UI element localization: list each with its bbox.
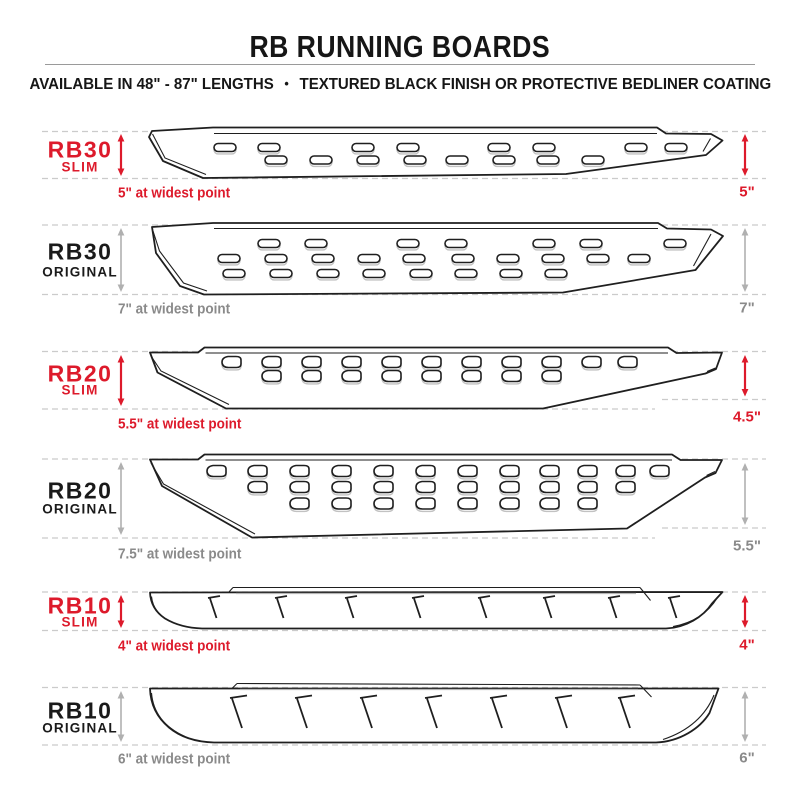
d-slot — [502, 357, 521, 368]
d-slot — [374, 482, 393, 493]
pill-slot — [352, 144, 374, 152]
pill-slot — [533, 240, 555, 248]
pill-slot — [497, 255, 519, 263]
d-slot — [290, 482, 309, 493]
model-label-rb10-slim: RB10 — [47, 592, 113, 619]
pill-slot — [445, 240, 467, 248]
d-slot — [542, 357, 561, 368]
variant-label-rb30-original: ORIGINAL — [42, 264, 118, 280]
d-slot — [262, 371, 281, 382]
measurement-arrow — [742, 463, 749, 525]
d-slot — [578, 482, 597, 493]
d-slot — [332, 498, 351, 509]
model-label-rb30-slim: RB30 — [47, 136, 113, 163]
measurement-arrow — [742, 355, 749, 397]
d-slot — [416, 498, 435, 509]
d-slot — [374, 466, 393, 477]
d-slot — [342, 371, 361, 382]
d-slot — [616, 482, 635, 493]
d-slot — [616, 466, 635, 477]
pill-slot — [397, 144, 419, 152]
pill-slot — [357, 156, 379, 164]
variant-label-rb10-original: ORIGINAL — [42, 720, 118, 736]
pill-slot — [446, 156, 468, 164]
d-slot — [207, 466, 226, 477]
title-divider — [45, 64, 755, 65]
measurement-arrow — [742, 228, 749, 292]
pill-slot — [223, 270, 245, 278]
bullet-separator: • — [284, 76, 289, 91]
pill-slot — [537, 156, 559, 164]
d-slot — [222, 357, 241, 368]
widest-point-caption-rb20-slim: 5.5" at widest point — [118, 415, 242, 433]
board-outline — [150, 592, 723, 629]
board-drawing-4 — [150, 588, 723, 629]
pill-slot — [542, 255, 564, 263]
pill-slot — [305, 240, 327, 248]
pill-slot — [312, 255, 334, 263]
pill-slot — [625, 144, 647, 152]
pill-slot — [404, 156, 426, 164]
widest-point-caption-rb10-slim: 4" at widest point — [118, 637, 231, 655]
variant-label-rb30-slim: SLIM — [61, 159, 99, 175]
variant-label-rb10-slim: SLIM — [61, 614, 99, 630]
pill-slot — [628, 255, 650, 263]
d-slot — [578, 498, 597, 509]
widest-point-caption-rb30-slim: 5" at widest point — [118, 184, 231, 202]
pill-slot — [258, 240, 280, 248]
d-slot — [374, 498, 393, 509]
right-measure-rb20-slim: 4.5" — [733, 408, 761, 426]
pill-slot — [270, 270, 292, 278]
right-measure-rb20-original: 5.5" — [733, 537, 761, 555]
d-slot — [582, 357, 601, 368]
pill-slot — [664, 240, 686, 248]
d-slot — [290, 498, 309, 509]
pill-slot — [265, 156, 287, 164]
d-slot — [422, 357, 441, 368]
d-slot — [290, 466, 309, 477]
d-slot — [540, 498, 559, 509]
d-slot — [500, 466, 519, 477]
pill-slot — [218, 255, 240, 263]
d-slot — [248, 482, 267, 493]
pill-slot — [455, 270, 477, 278]
pill-slot — [258, 144, 280, 152]
d-slot — [650, 466, 669, 477]
pill-slot — [363, 270, 385, 278]
d-slot — [302, 371, 321, 382]
d-slot — [502, 371, 521, 382]
pill-slot — [317, 270, 339, 278]
d-slot — [382, 371, 401, 382]
d-slot — [458, 482, 477, 493]
subtitle-lengths: AVAILABLE IN 48" - 87" LENGTHS — [29, 76, 274, 93]
widest-point-caption-rb30-original: 7" at widest point — [118, 300, 231, 318]
d-slot — [248, 466, 267, 477]
d-slot — [332, 466, 351, 477]
d-slot — [416, 466, 435, 477]
measurement-arrow — [742, 134, 749, 176]
pill-slot — [533, 144, 555, 152]
right-measure-rb30-original: 7" — [739, 299, 755, 317]
variant-label-rb20-original: ORIGINAL — [42, 501, 118, 517]
d-slot — [462, 357, 481, 368]
pill-slot — [310, 156, 332, 164]
d-slot — [540, 482, 559, 493]
board-drawing-3 — [150, 455, 722, 538]
pill-slot — [665, 144, 687, 152]
d-slot — [500, 482, 519, 493]
pill-slot — [587, 255, 609, 263]
widest-point-caption-rb20-original: 7.5" at widest point — [118, 545, 242, 563]
d-slot — [500, 498, 519, 509]
pill-slot — [397, 240, 419, 248]
model-label-rb30-original: RB30 — [47, 238, 113, 265]
pill-slot — [582, 156, 604, 164]
pill-slot — [580, 240, 602, 248]
d-slot — [618, 357, 637, 368]
widest-point-caption-rb10-original: 6" at widest point — [118, 750, 231, 768]
pill-slot — [410, 270, 432, 278]
d-slot — [262, 357, 281, 368]
right-measure-rb10-original: 6" — [739, 749, 755, 767]
page-title — [0, 31, 800, 62]
board-drawing-2 — [150, 348, 722, 409]
measurement-arrow — [742, 595, 749, 628]
measurement-arrow — [742, 691, 749, 742]
d-slot — [542, 371, 561, 382]
right-measure-rb10-slim: 4" — [739, 636, 755, 654]
pill-slot — [493, 156, 515, 164]
model-label-rb20-slim: RB20 — [47, 360, 113, 387]
d-slot — [462, 371, 481, 382]
d-slot — [422, 371, 441, 382]
pill-slot — [488, 144, 510, 152]
board-drawing-1 — [152, 223, 723, 295]
d-slot — [458, 466, 477, 477]
board-drawing-0 — [149, 128, 723, 179]
pill-slot — [358, 255, 380, 263]
pill-slot — [265, 255, 287, 263]
d-slot — [540, 466, 559, 477]
subtitle-finish: TEXTURED BLACK FINISH OR PROTECTIVE BEDLINER COATING — [299, 76, 771, 93]
variant-label-rb20-slim: SLIM — [61, 382, 99, 398]
board-drawing-5 — [150, 684, 719, 743]
pill-slot — [214, 144, 236, 152]
d-slot — [578, 466, 597, 477]
board-detail-line — [237, 684, 640, 686]
pill-slot — [403, 255, 425, 263]
board-outline — [150, 455, 722, 538]
d-slot — [382, 357, 401, 368]
right-measure-rb30-slim: 5" — [739, 183, 755, 201]
subtitle — [0, 76, 800, 94]
pill-slot — [452, 255, 474, 263]
d-slot — [458, 498, 477, 509]
d-slot — [332, 482, 351, 493]
page-title-text: RB RUNNING BOARDS — [249, 29, 551, 64]
d-slot — [302, 357, 321, 368]
model-label-rb20-original: RB20 — [47, 477, 113, 504]
d-slot — [342, 357, 361, 368]
model-label-rb10-original: RB10 — [47, 697, 113, 724]
pill-slot — [545, 270, 567, 278]
pill-slot — [500, 270, 522, 278]
d-slot — [416, 482, 435, 493]
